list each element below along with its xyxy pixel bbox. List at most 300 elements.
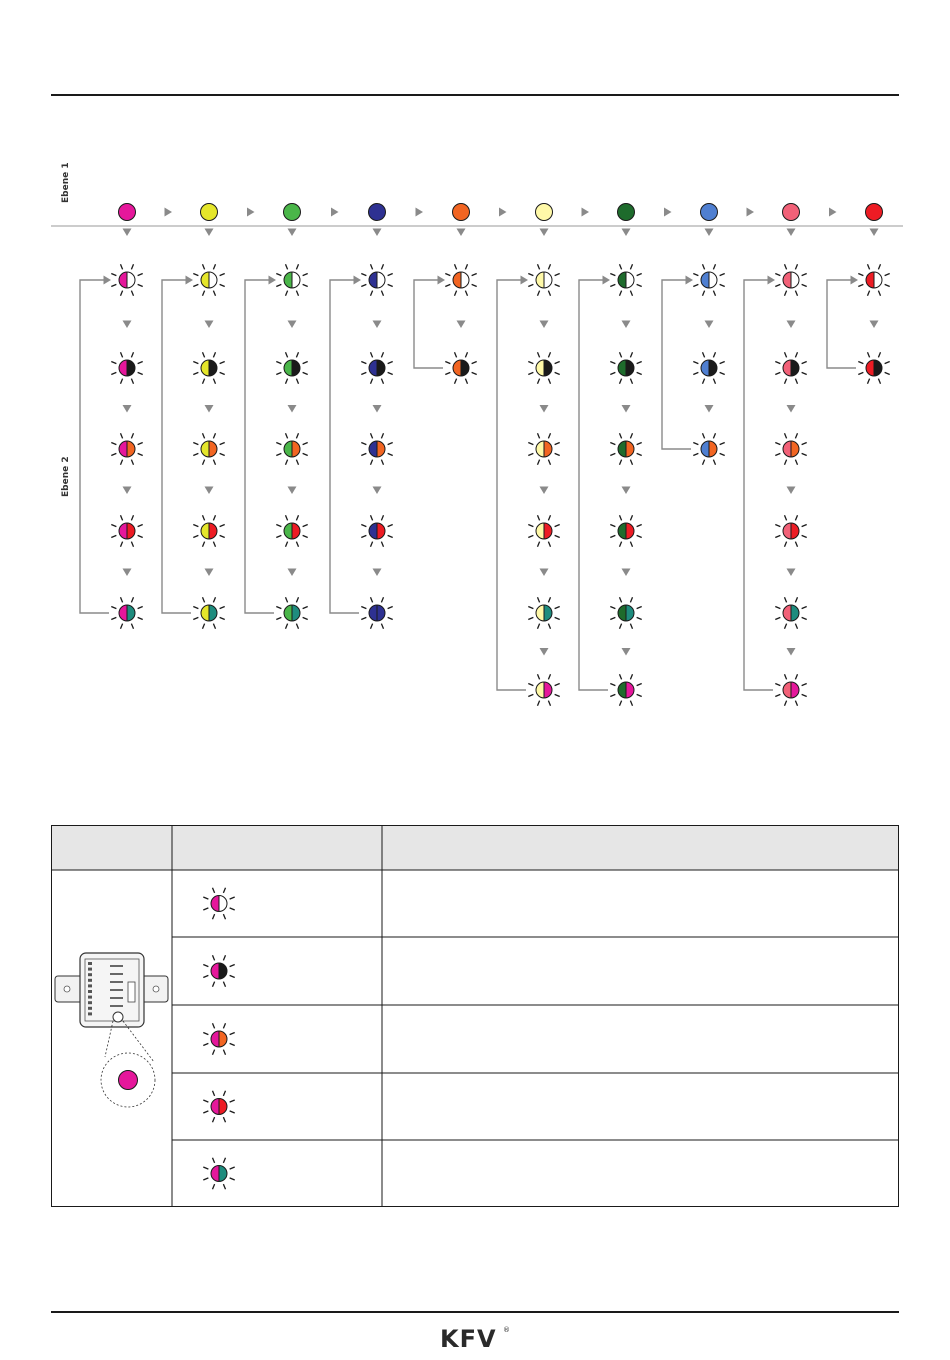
level2-led-pink-orange [775,433,806,464]
led-ray [120,433,122,438]
led-ray [775,683,780,685]
led-ray [193,453,198,455]
logo-text: KFV [440,1325,497,1353]
led-half-right [626,272,634,288]
level2-column-magenta [80,264,143,628]
led-half-right [127,605,135,621]
led-ray [111,524,116,526]
led-ray [802,683,807,685]
level2-led-lightyellow-black [528,352,559,383]
led-ray [795,460,797,465]
led-ray [131,542,133,547]
led-ray [296,542,298,547]
led-ray [630,433,632,438]
level2-led-lightyellow-orange [528,433,559,464]
led-ray [630,674,632,679]
led-half-right [791,605,799,621]
led-half-left [536,605,544,621]
led-ray [230,908,235,910]
led-half-right [219,1099,227,1115]
led-ray [630,597,632,602]
led-ray [720,372,725,374]
level1-led-orange [453,204,470,221]
led-ray [637,617,642,619]
led-ray [138,361,143,363]
right-arrow [829,208,837,217]
led-half-right [626,682,634,698]
loop-bracket [162,280,191,613]
led-half-right [127,360,135,376]
down-arrow [288,229,297,237]
led-half-right [292,605,300,621]
led-ray [619,597,621,602]
led-ray [548,433,550,438]
led-ray [619,291,621,296]
led-ray [370,542,372,547]
led-ray [555,524,560,526]
right-arrow [686,276,694,285]
down-arrow [705,321,714,329]
led-ray [537,264,539,269]
led-ray [361,442,366,444]
led-ray [775,535,780,537]
led-half-left [783,682,791,698]
led-ray [213,352,215,357]
led-ray [296,264,298,269]
led-ray [203,1100,208,1102]
led-ray [203,975,208,977]
led-ray [867,352,869,357]
led-ray [212,1158,214,1163]
led-ray [212,1184,214,1189]
led-ray [213,264,215,269]
led-ray [303,617,308,619]
led-ray [802,372,807,374]
down-arrow [205,569,214,577]
led-half-right [791,523,799,539]
led-half-right [219,963,227,979]
down-arrow [288,487,297,495]
led-ray [537,624,539,629]
led-ray [213,460,215,465]
led-ray [361,361,366,363]
led-ray [285,433,287,438]
led-ray [370,291,372,296]
led-half-left [369,441,377,457]
led-ray [230,1032,235,1034]
led-ray [619,542,621,547]
led-ray [303,273,308,275]
led-ray [619,515,621,520]
led-ray [637,535,642,537]
led-ray [548,460,550,465]
level2-led-red-white [858,264,889,295]
led-ray [361,524,366,526]
right-arrow [521,276,529,285]
down-arrow [540,321,549,329]
led-ray [537,674,539,679]
led-half-right [377,272,385,288]
led-ray [111,606,116,608]
led-ray [220,372,225,374]
led-ray [296,460,298,465]
led-ray [202,515,204,520]
logo-registered-mark: ® [503,1326,510,1334]
level2-column-navy [330,264,393,628]
led-ray [775,617,780,619]
led-ray [138,535,143,537]
led-ray [610,442,615,444]
led-ray [528,273,533,275]
led-ray [223,1117,225,1122]
led-ray [537,352,539,357]
led-ray [713,352,715,357]
led-ray [784,597,786,602]
led-ray [361,617,366,619]
level1-led-magenta [119,204,136,221]
led-ray [111,617,116,619]
led-ray [193,606,198,608]
led-ray [702,291,704,296]
led-ray [610,273,615,275]
down-arrow [787,321,796,329]
right-arrow [165,208,173,217]
led-ray [637,683,642,685]
led-half-right [626,441,634,457]
led-ray [610,694,615,696]
led-half-right [209,272,217,288]
led-ray [361,372,366,374]
level2-led-blue-orange [693,433,724,464]
led-half-left [453,272,461,288]
led-ray [795,352,797,357]
led-ray [637,453,642,455]
led-ray [203,1032,208,1034]
led-ray [720,453,725,455]
led-ray [445,284,450,286]
led-ray [131,515,133,520]
led-ray [276,617,281,619]
led-ray [858,361,863,363]
down-arrow [540,648,549,656]
led-ray [111,273,116,275]
led-ray [528,524,533,526]
led-ray [220,535,225,537]
led-half-right [544,682,552,698]
level2-led-darkgreen-red [610,515,641,546]
led-ray [472,361,477,363]
led-ray [885,372,890,374]
led-ray [885,273,890,275]
led-ray [223,1184,225,1189]
led-half-left [369,272,377,288]
down-arrow [787,229,796,237]
led-ray [120,379,122,384]
terminal-pin [88,1012,92,1015]
led-ray [795,674,797,679]
led-ray [802,694,807,696]
zoomed-status-led [119,1071,138,1090]
led-ray [203,1111,208,1113]
led-ray [537,379,539,384]
led-ray [555,683,560,685]
level1-label: Ebene 1 [61,162,71,203]
led-ray [193,524,198,526]
terminal-pin [88,962,92,965]
led-ray [381,379,383,384]
led-half-right [292,272,300,288]
led-ray [120,542,122,547]
led-ray [795,291,797,296]
table-border [52,826,899,1207]
led-ray [619,379,621,384]
led-ray [220,284,225,286]
led-half-left [211,1099,219,1115]
led-ray [285,597,287,602]
led-ray [361,606,366,608]
led-ray [370,352,372,357]
led-ray [610,361,615,363]
led-ray [702,433,704,438]
led-ray [212,914,214,919]
loop-bracket [744,280,773,690]
level2-column-yellow [162,264,225,628]
led-ray [795,624,797,629]
led-ray [370,624,372,629]
led-ray [555,442,560,444]
led-ray [619,433,621,438]
down-arrow [787,487,796,495]
loop-bracket [579,280,608,690]
level2-led-yellow-black [193,352,224,383]
led-ray [276,535,281,537]
led-ray [775,453,780,455]
right-arrow [269,276,277,285]
down-arrow [373,569,382,577]
led-ray [555,284,560,286]
led-ray [630,460,632,465]
down-arrow [205,405,214,413]
led-ray [388,453,393,455]
led-ray [555,606,560,608]
led-ray [802,535,807,537]
led-ray [296,515,298,520]
level2-led-blue-black [693,352,724,383]
led-ray [361,273,366,275]
led-half-right [377,605,385,621]
led-half-left [201,523,209,539]
level2-column-orange [414,264,477,383]
led-half-right [292,441,300,457]
led-ray [361,453,366,455]
led-ray [223,1091,225,1096]
led-ray [720,273,725,275]
led-ray [528,372,533,374]
led-ray [131,460,133,465]
led-half-right [127,523,135,539]
led-ray [465,352,467,357]
down-arrow [622,487,631,495]
down-arrow [705,405,714,413]
kfv-logo [440,1322,520,1356]
led-ray [370,597,372,602]
led-ray [202,542,204,547]
down-arrow [373,229,382,237]
led-ray [203,908,208,910]
led-ray [285,352,287,357]
terminal-pin [88,973,92,976]
led-half-left [201,605,209,621]
led-half-right [626,360,634,376]
down-arrow [373,487,382,495]
led-ray [276,361,281,363]
led-ray [220,361,225,363]
level2-led-darkgreen-white [610,264,641,295]
level2-led-red-black [858,352,889,383]
led-ray [120,352,122,357]
led-ray [454,264,456,269]
led-ray [858,273,863,275]
led-ray [528,453,533,455]
right-arrow [747,208,755,217]
led-ray [388,535,393,537]
led-ray [276,524,281,526]
led-ray [802,442,807,444]
led-ray [296,624,298,629]
led-ray [131,264,133,269]
level2-label: Ebene 2 [61,456,71,497]
level2-led-magenta-white [111,264,142,295]
led-half-left [211,1166,219,1182]
led-ray [230,964,235,966]
led-ray [878,264,880,269]
led-ray [388,524,393,526]
led-ray [637,284,642,286]
led-ray [465,291,467,296]
led-status-table [51,825,899,1207]
led-ray [454,352,456,357]
table-row-led-black [203,955,234,986]
terminal-pin [88,996,92,999]
led-ray [555,694,560,696]
led-ray [381,433,383,438]
level2-led-magenta-red [111,515,142,546]
led-half-left [536,523,544,539]
led-ray [138,606,143,608]
down-arrow [870,229,879,237]
led-ray [303,442,308,444]
led-ray [213,433,215,438]
led-ray [370,515,372,520]
led-ray [802,273,807,275]
led-ray [131,624,133,629]
down-arrow [622,321,631,329]
led-ray [795,542,797,547]
led-ray [230,1100,235,1102]
led-ray [202,433,204,438]
down-arrow [288,321,297,329]
led-half-left [536,682,544,698]
led-half-left [119,360,127,376]
led-ray [867,291,869,296]
led-ray [610,372,615,374]
led-ray [276,372,281,374]
led-ray [702,379,704,384]
led-ray [223,1158,225,1163]
led-half-left [369,523,377,539]
level1-led-yellow [201,204,218,221]
led-ray [138,453,143,455]
led-ray [303,372,308,374]
rail-screw [153,986,159,992]
terminal-pin [88,990,92,993]
led-ray [138,372,143,374]
led-ray [388,273,393,275]
down-arrow [457,321,466,329]
led-ray [138,524,143,526]
led-ray [775,372,780,374]
down-arrow [787,569,796,577]
led-half-right [626,605,634,621]
led-ray [619,624,621,629]
led-half-left [783,272,791,288]
down-arrow [622,648,631,656]
led-half-left [453,360,461,376]
led-ray [381,624,383,629]
led-ray [193,372,198,374]
led-ray [202,597,204,602]
led-ray [610,606,615,608]
led-ray [637,442,642,444]
led-ray [784,674,786,679]
led-ray [276,453,281,455]
led-ray [193,535,198,537]
led-ray [223,1050,225,1055]
led-ray [637,694,642,696]
level2-led-darkgreen-black [610,352,641,383]
led-ray [381,542,383,547]
level2-led-green-white [276,264,307,295]
led-ray [619,674,621,679]
led-ray [285,264,287,269]
led-ray [220,442,225,444]
led-half-right [791,360,799,376]
led-ray [610,284,615,286]
led-ray [445,273,450,275]
led-half-left [701,441,709,457]
led-ray [276,284,281,286]
led-ray [202,291,204,296]
led-ray [381,515,383,520]
led-ray [212,1117,214,1122]
led-ray [213,291,215,296]
led-ray [296,379,298,384]
led-half-left [284,360,292,376]
right-arrow [499,208,507,217]
led-half-right [461,272,469,288]
led-ray [784,433,786,438]
led-half-left [701,272,709,288]
led-half-left [119,272,127,288]
level2-led-magenta-orange [111,433,142,464]
led-ray [303,606,308,608]
led-ray [202,624,204,629]
led-ray [637,361,642,363]
led-ray [630,379,632,384]
led-half-right [544,360,552,376]
led-half-right [709,360,717,376]
led-ray [702,460,704,465]
